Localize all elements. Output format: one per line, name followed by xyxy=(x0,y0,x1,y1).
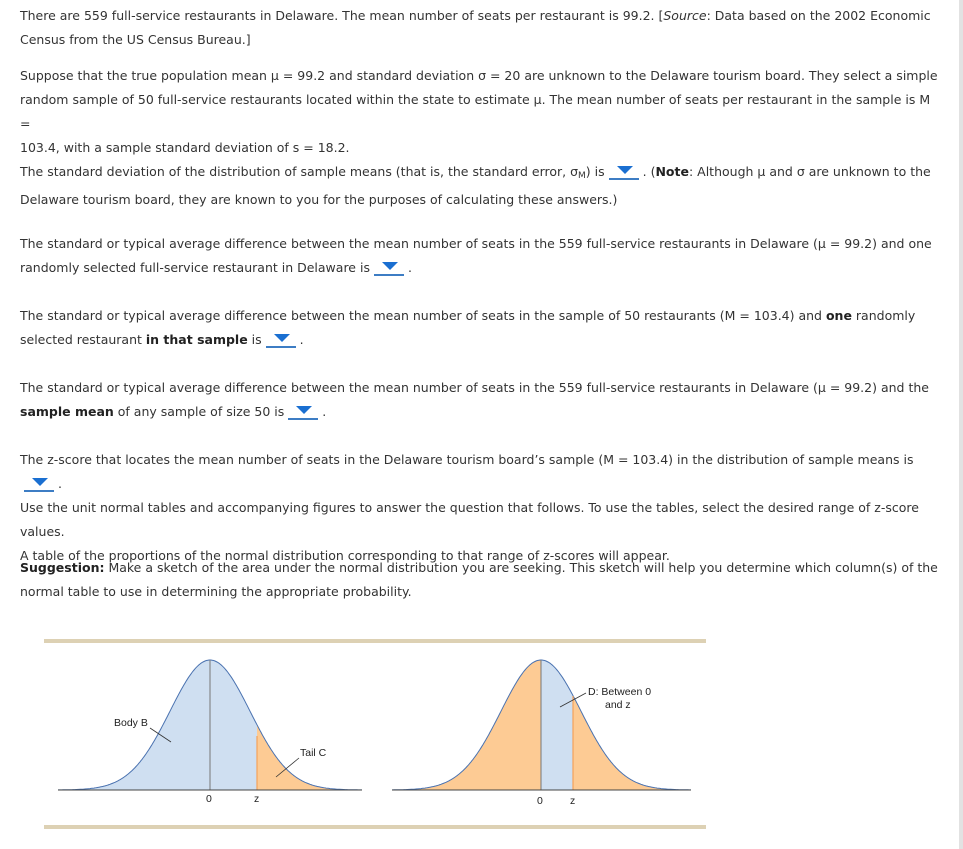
question-text: . xyxy=(58,476,62,491)
sample-sd-dropdown[interactable] xyxy=(266,330,296,348)
scenario-line: Suppose that the true population mean μ = 99.2 and standard deviation σ = 20 are unknown to the Delaware tourism board. They select a simple xyxy=(20,68,938,83)
intro-text: There are 559 full-service restaurants in Delaware. The mean number of seats per restaurant is 99.2. [ xyxy=(20,8,664,23)
z-score-dropdown[interactable] xyxy=(24,474,54,492)
question-sample-mean-sd xyxy=(20,376,940,424)
suggestion-label: Suggestion: xyxy=(20,560,105,575)
dropdown-arrow-icon xyxy=(382,262,398,270)
intro-text-3: Census from the US Census Bureau.] xyxy=(20,32,251,47)
top-band xyxy=(44,639,706,643)
scenario-paragraph xyxy=(20,64,940,160)
sample-mean-sd-dropdown[interactable] xyxy=(288,402,318,420)
question-z-score xyxy=(20,448,940,496)
bold-text: in that sample xyxy=(145,332,248,347)
scenario-line: 103.4, with a sample standard deviation of s = 18.2. xyxy=(20,140,350,155)
instruction-text: Use the unit normal tables and accompanying figures to answer the question that follows. To use the tables, select the desired range of z-score values. xyxy=(20,500,919,539)
source-label: Source xyxy=(663,8,707,23)
question-text: ) is xyxy=(585,164,605,179)
tail-c-label: Tail C xyxy=(300,747,327,759)
question-standard-error xyxy=(20,160,940,212)
question-text: . xyxy=(322,404,327,419)
suggestion-paragraph xyxy=(20,556,940,604)
dropdown-arrow-icon xyxy=(32,478,48,486)
question-sample-sd xyxy=(20,304,940,352)
right-normal-curve xyxy=(392,660,691,807)
body-b-label: Body B xyxy=(114,717,148,729)
question-text: The z-score that locates the mean number of seats in the Delaware tourism board’s sample (M = 103.4) in the distribution of sample means is xyxy=(20,452,914,467)
body-b-area xyxy=(58,660,257,790)
question-text: The standard deviation of the distribution of sample means (that is, the standard error, σ xyxy=(20,164,579,179)
question-text: selected restaurant xyxy=(20,332,146,347)
right-tail-area xyxy=(573,696,691,790)
intro-text-2: : Data based on the 2002 Economic xyxy=(706,8,931,23)
between-d-label-2: and z xyxy=(605,699,631,711)
question-text: of any sample of size 50 is xyxy=(113,404,285,419)
population-sd-dropdown[interactable] xyxy=(374,258,404,276)
question-text: . xyxy=(407,260,412,275)
question-text: Delaware tourism board, they are known to you for the purposes of calculating these answers.) xyxy=(20,192,618,207)
question-text: The standard or typical average difference between the mean number of seats in the sample of 50 restaurants (M = 103.4) and xyxy=(20,308,826,323)
left-z-tick: z xyxy=(254,793,260,805)
normal-curves-svg xyxy=(40,636,710,836)
between-d-area xyxy=(541,660,573,790)
intro-paragraph xyxy=(20,4,940,52)
question-text: is xyxy=(247,332,262,347)
suggestion-text: normal table to use in determining the appropriate probability. xyxy=(20,584,412,599)
scenario-line: random sample of 50 full-service restaurants located within the state to estimate μ. The mean number of seats per restaurant in the sample is M = xyxy=(20,92,931,131)
right-edge xyxy=(959,0,963,849)
instruction-text: A table of the proportions of the normal distribution corresponding to that range of z-scores will appear. xyxy=(20,548,670,563)
question-text: . xyxy=(299,332,304,347)
between-d-label: D: Between 0 xyxy=(588,686,652,698)
question-text: The standard or typical average difference between the mean number of seats in the 559 full-service restaurants in Delaware (μ = 99.2) and the xyxy=(20,380,929,395)
bold-text: sample mean xyxy=(20,404,114,419)
bottom-band xyxy=(44,825,706,829)
right-z-tick: z xyxy=(570,795,576,807)
question-text: randomly xyxy=(851,308,916,323)
dropdown-arrow-icon xyxy=(617,166,633,174)
dropdown-arrow-icon xyxy=(274,334,290,342)
subscript: M xyxy=(578,171,586,181)
right-zero-tick: 0 xyxy=(537,795,543,807)
question-text: : Although μ and σ are unknown to the xyxy=(688,164,931,179)
question-population-sd xyxy=(20,232,940,280)
note-label: Note xyxy=(655,164,689,179)
suggestion-text: Make a sketch of the area under the normal distribution you are seeking. This sketch will help you determine which column(s) of the xyxy=(104,560,938,575)
standard-error-dropdown[interactable] xyxy=(609,162,639,180)
left-normal-curve xyxy=(58,660,362,805)
question-text: randomly selected full-service restaurant in Delaware is xyxy=(20,260,370,275)
normal-distribution-figure xyxy=(40,636,710,836)
dropdown-arrow-icon xyxy=(296,406,312,414)
question-text: . ( xyxy=(642,164,656,179)
bold-text: one xyxy=(825,308,852,323)
left-zero-tick: 0 xyxy=(206,793,212,805)
question-text: The standard or typical average difference between the mean number of seats in the 559 full-service restaurants in Delaware (μ = 99.2) and one xyxy=(20,236,932,251)
